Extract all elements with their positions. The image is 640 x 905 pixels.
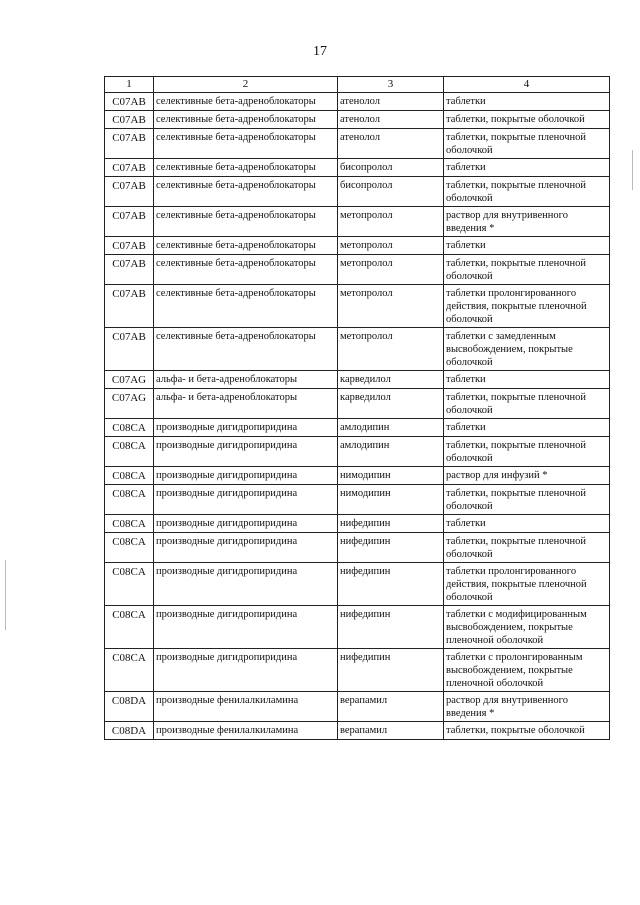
dosage-form-cell: таблетки, покрытые пленочной оболочкой [444, 533, 610, 563]
drug-name-cell: метопролол [338, 255, 444, 285]
atc-code-cell: C08CA [105, 515, 154, 533]
atc-code-cell: C08CA [105, 606, 154, 649]
table-row [105, 467, 610, 485]
table-row [105, 692, 610, 722]
atc-code-cell: C07AB [105, 129, 154, 159]
table-row [105, 111, 610, 129]
dosage-form-cell: таблетки [444, 419, 610, 437]
table-row [105, 159, 610, 177]
group-cell: селективные бета-адреноблокаторы [154, 207, 338, 237]
drug-table [104, 76, 610, 740]
table-row [105, 437, 610, 467]
drug-name-cell: метопролол [338, 328, 444, 371]
header-row [105, 77, 610, 93]
group-cell: производные дигидропиридина [154, 533, 338, 563]
group-cell: производные дигидропиридина [154, 419, 338, 437]
drug-name-cell: бисопролол [338, 177, 444, 207]
table-row [105, 93, 610, 111]
atc-code-cell: C08DA [105, 692, 154, 722]
column-header: 2 [154, 77, 338, 93]
table-row [105, 237, 610, 255]
group-cell: производные фенилалкиламина [154, 722, 338, 740]
group-cell: альфа- и бета-адреноблокаторы [154, 371, 338, 389]
atc-code-cell: C07AB [105, 177, 154, 207]
dosage-form-cell: раствор для внутривенного введения * [444, 207, 610, 237]
dosage-form-cell: таблетки [444, 159, 610, 177]
atc-code-cell: C08CA [105, 485, 154, 515]
dosage-form-cell: раствор для инфузий * [444, 467, 610, 485]
drug-name-cell: верапамил [338, 692, 444, 722]
atc-code-cell: C07AB [105, 93, 154, 111]
table-row [105, 515, 610, 533]
atc-code-cell: C08CA [105, 533, 154, 563]
group-cell: производные дигидропиридина [154, 467, 338, 485]
group-cell: производные дигидропиридина [154, 437, 338, 467]
group-cell: селективные бета-адреноблокаторы [154, 93, 338, 111]
dosage-form-cell: таблетки [444, 515, 610, 533]
drug-name-cell: метопролол [338, 237, 444, 255]
column-header: 3 [338, 77, 444, 93]
group-cell: селективные бета-адреноблокаторы [154, 285, 338, 328]
atc-code-cell: C07AG [105, 389, 154, 419]
drug-name-cell: бисопролол [338, 159, 444, 177]
dosage-form-cell: таблетки с замедленным высвобождением, покрытые оболочкой [444, 328, 610, 371]
drug-name-cell: нифедипин [338, 563, 444, 606]
drug-name-cell: амлодипин [338, 437, 444, 467]
atc-code-cell: C07AG [105, 371, 154, 389]
group-cell: селективные бета-адреноблокаторы [154, 255, 338, 285]
dosage-form-cell: таблетки [444, 237, 610, 255]
drug-name-cell: нифедипин [338, 533, 444, 563]
dosage-form-cell: таблетки, покрытые оболочкой [444, 722, 610, 740]
table-row [105, 255, 610, 285]
table-row [105, 419, 610, 437]
drug-name-cell: метопролол [338, 285, 444, 328]
atc-code-cell: C07AB [105, 285, 154, 328]
drug-name-cell: атенолол [338, 129, 444, 159]
scan-margin-mark [5, 560, 6, 630]
atc-code-cell: C07AB [105, 159, 154, 177]
scan-margin-mark [632, 150, 633, 190]
atc-code-cell: C07AB [105, 237, 154, 255]
drug-name-cell: нифедипин [338, 649, 444, 692]
atc-code-cell: C07AB [105, 328, 154, 371]
drug-name-cell: нифедипин [338, 515, 444, 533]
dosage-form-cell: таблетки [444, 371, 610, 389]
dosage-form-cell: таблетки, покрытые пленочной оболочкой [444, 485, 610, 515]
drug-name-cell: амлодипин [338, 419, 444, 437]
drug-name-cell: атенолол [338, 93, 444, 111]
table-row [105, 177, 610, 207]
atc-code-cell: C08CA [105, 437, 154, 467]
atc-code-cell: C07AB [105, 207, 154, 237]
group-cell: селективные бета-адреноблокаторы [154, 111, 338, 129]
dosage-form-cell: таблетки [444, 93, 610, 111]
column-header: 1 [105, 77, 154, 93]
dosage-form-cell: таблетки, покрытые пленочной оболочкой [444, 255, 610, 285]
group-cell: селективные бета-адреноблокаторы [154, 237, 338, 255]
table-row [105, 328, 610, 371]
table-row [105, 389, 610, 419]
atc-code-cell: C08CA [105, 649, 154, 692]
dosage-form-cell: таблетки, покрытые пленочной оболочкой [444, 177, 610, 207]
group-cell: альфа- и бета-адреноблокаторы [154, 389, 338, 419]
group-cell: селективные бета-адреноблокаторы [154, 129, 338, 159]
dosage-form-cell: таблетки, покрытые пленочной оболочкой [444, 129, 610, 159]
dosage-form-cell: таблетки, покрытые пленочной оболочкой [444, 437, 610, 467]
atc-code-cell: C08CA [105, 467, 154, 485]
table-body [105, 93, 610, 740]
drug-name-cell: карведилол [338, 371, 444, 389]
group-cell: производные дигидропиридина [154, 563, 338, 606]
atc-code-cell: C07AB [105, 111, 154, 129]
group-cell: производные фенилалкиламина [154, 692, 338, 722]
group-cell: производные дигидропиридина [154, 606, 338, 649]
drug-name-cell: верапамил [338, 722, 444, 740]
table-row [105, 485, 610, 515]
group-cell: селективные бета-адреноблокаторы [154, 159, 338, 177]
dosage-form-cell: таблетки, покрытые оболочкой [444, 111, 610, 129]
table-row [105, 129, 610, 159]
drug-name-cell: атенолол [338, 111, 444, 129]
dosage-form-cell: таблетки, покрытые пленочной оболочкой [444, 389, 610, 419]
group-cell: производные дигидропиридина [154, 649, 338, 692]
drug-name-cell: нимодипин [338, 467, 444, 485]
table-row [105, 533, 610, 563]
dosage-form-cell: таблетки с модифицированным высвобождением, покрытые пленочной оболочкой [444, 606, 610, 649]
page-number: 17 [313, 44, 327, 59]
atc-code-cell: C07AB [105, 255, 154, 285]
table-row [105, 563, 610, 606]
group-cell: селективные бета-адреноблокаторы [154, 328, 338, 371]
drug-name-cell: метопролол [338, 207, 444, 237]
dosage-form-cell: раствор для внутривенного введения * [444, 692, 610, 722]
drug-name-cell: нимодипин [338, 485, 444, 515]
group-cell: производные дигидропиридина [154, 485, 338, 515]
table-row [105, 649, 610, 692]
table-row [105, 285, 610, 328]
group-cell: производные дигидропиридина [154, 515, 338, 533]
atc-code-cell: C08DA [105, 722, 154, 740]
dosage-form-cell: таблетки с пролонгированным высвобождением, покрытые пленочной оболочкой [444, 649, 610, 692]
atc-code-cell: C08CA [105, 563, 154, 606]
atc-code-cell: C08CA [105, 419, 154, 437]
table-row [105, 371, 610, 389]
drug-name-cell: нифедипин [338, 606, 444, 649]
dosage-form-cell: таблетки пролонгированного действия, покрытые пленочной оболочкой [444, 563, 610, 606]
dosage-form-cell: таблетки пролонгированного действия, покрытые пленочной оболочкой [444, 285, 610, 328]
table-row [105, 606, 610, 649]
column-header: 4 [444, 77, 610, 93]
group-cell: селективные бета-адреноблокаторы [154, 177, 338, 207]
drug-name-cell: карведилол [338, 389, 444, 419]
table-row [105, 722, 610, 740]
table-row [105, 207, 610, 237]
